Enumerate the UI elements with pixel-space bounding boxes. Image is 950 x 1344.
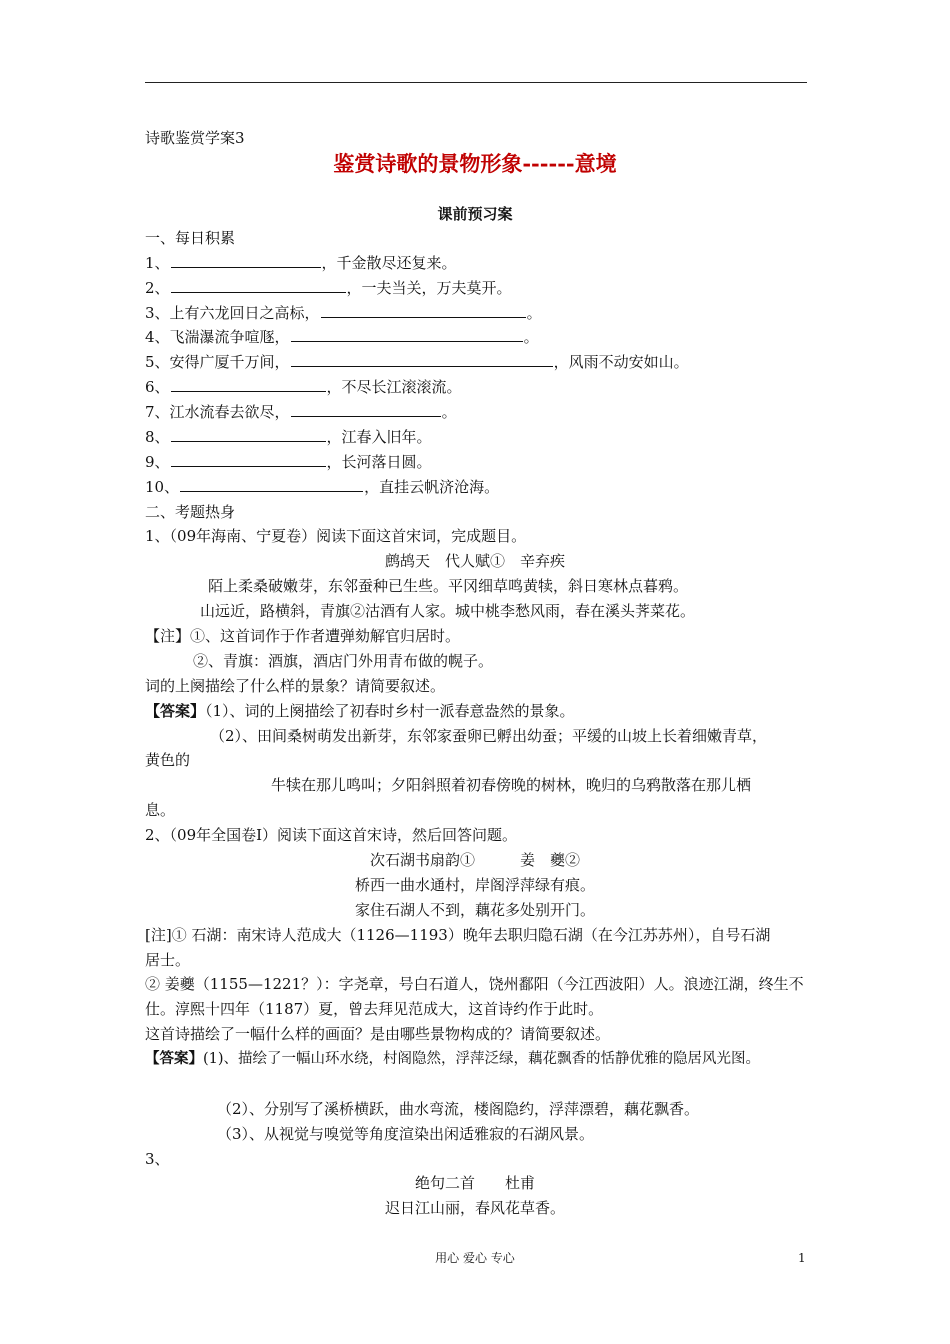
list-item: 10、 ，直挂云帆济沧海。 [145, 478, 500, 496]
list-item: 9、 ，长河落日圆。 [145, 453, 432, 471]
page-number: 1 [798, 1251, 806, 1265]
answer-blank[interactable] [171, 452, 326, 467]
answer-blank[interactable] [291, 352, 553, 367]
question-text: 词的上阕描绘了什么样的景象？请简要叙述。 [145, 677, 446, 695]
answer-blank[interactable] [180, 477, 363, 492]
answer-line: （3）、从视觉与嗅觉等角度渲染出闲适雅寂的石湖风景。 [217, 1125, 595, 1143]
poem-line: 迟日江山丽，春风花草香。 [384, 1199, 565, 1217]
poem-title: 次石湖书扇韵① 姜 夔② [369, 851, 580, 869]
list-item: 5、安得广厦千万间， ，风雨不动安如山。 [145, 353, 689, 371]
list-item: 3、上有六龙回日之高标， 。 [145, 304, 542, 322]
poem-line: 家住石湖人不到，藕花多处别开门。 [354, 901, 595, 919]
list-item: 4、飞湍瀑流争喧豗， 。 [145, 328, 539, 346]
page-title: 鉴赏诗歌的景物形象------意境 [333, 151, 617, 176]
doc-label: 诗歌鉴赏学案3 [145, 129, 245, 147]
answer-label: 【答案】 [145, 1050, 203, 1067]
poem-title: 鹧鸪天 代人赋① 辛弃疾 [384, 552, 565, 570]
question-text: 这首诗描绘了一幅什么样的画面？是由哪些景物构成的？请简要叙述。 [145, 1025, 611, 1043]
answer-blank[interactable] [321, 303, 526, 318]
list-item: 8、 ，江春入旧年。 [145, 428, 432, 446]
answer-label: 【答案】 [145, 702, 206, 720]
answer-line: 【答案】(1)、描绘了一幅山环水绕，村阁隐然，浮萍泛绿，藕花飘香的恬静优雅的隐居风光图。 [145, 1050, 761, 1067]
question-intro: 1、（09年海南、宁夏卷）阅读下面这首宋词，完成题目。 [145, 527, 527, 545]
section-subtitle: 课前预习案 [437, 205, 513, 223]
note-line: 仕。淳熙十四年（1187）夏，曾去拜见范成大，这首诗约作于此时。 [145, 1000, 604, 1018]
answer-blank[interactable] [171, 427, 326, 442]
poem-line: 陌上柔桑破嫩芽，东邻蚕种已生些。平冈细草鸣黄犊，斜日寒林点暮鸦。 [208, 577, 689, 595]
answer-line: 牛犊在那儿鸣叫；夕阳斜照着初春傍晚的树林，晚归的乌鸦散落在那儿栖 [271, 776, 752, 794]
note-line: 居士。 [145, 951, 191, 969]
question-intro: 3、 [145, 1150, 170, 1168]
list-item: 1、 ，千金散尽还复来。 [145, 254, 457, 272]
note-line: 【注】①、这首词作于作者遭弹劾解官归居时。 [145, 627, 461, 645]
poem-line: 桥西一曲水通村，岸阁浮萍绿有痕。 [354, 876, 595, 894]
answer-blank[interactable] [171, 253, 321, 268]
section1-heading: 一、每日积累 [145, 229, 236, 247]
page-footer: 用心 爱心 专心 [435, 1251, 515, 1265]
section2-heading: 二、考题热身 [145, 503, 236, 521]
list-item: 6、 ，不尽长江滚滚流。 [145, 378, 462, 396]
header-rule [145, 82, 807, 83]
note-line: [注]① 石湖：南宋诗人范成大（1126—1193）晚年去职归隐石湖（在今江苏苏州），自号石湖 [145, 926, 771, 944]
answer-blank[interactable] [171, 377, 326, 392]
answer-blank[interactable] [291, 402, 441, 417]
answer-blank[interactable] [291, 327, 523, 342]
note-line: ②、青旗：酒旗，酒店门外用青布做的幌子。 [193, 652, 494, 670]
answer-line: （2）、分别写了溪桥横跃，曲水弯流，楼阁隐约，浮萍漂碧，藕花飘香。 [217, 1100, 700, 1118]
answer-line: 黄色的 [145, 751, 191, 769]
note-line: ② 姜夔（1155—1221？）：字尧章，号白石道人，饶州鄱阳（今江西波阳）人。浪迹江湖，终生不 [145, 975, 804, 993]
question-intro: 2、（09年全国卷Ⅰ）阅读下面这首宋诗，然后回答问题。 [145, 826, 518, 844]
answer-line: 【答案】（1）、词的上阕描绘了初春时乡村一派春意盎然的景象。 [145, 702, 575, 720]
poem-line: 山远近，路横斜，青旗②沽酒有人家。城中桃李愁风雨，春在溪头荠菜花。 [200, 602, 696, 620]
poem-title: 绝句二首 杜甫 [414, 1174, 535, 1192]
answer-line: 息。 [145, 801, 176, 819]
list-item: 2、 ，一夫当关，万夫莫开。 [145, 279, 512, 297]
list-item: 7、江水流春去欲尽， 。 [145, 403, 457, 421]
answer-line: （2）、田间桑树萌发出新芽，东邻家蚕卵已孵出幼蚕；平缓的山坡上长着细嫩青草， [210, 727, 768, 745]
answer-blank[interactable] [171, 278, 346, 293]
